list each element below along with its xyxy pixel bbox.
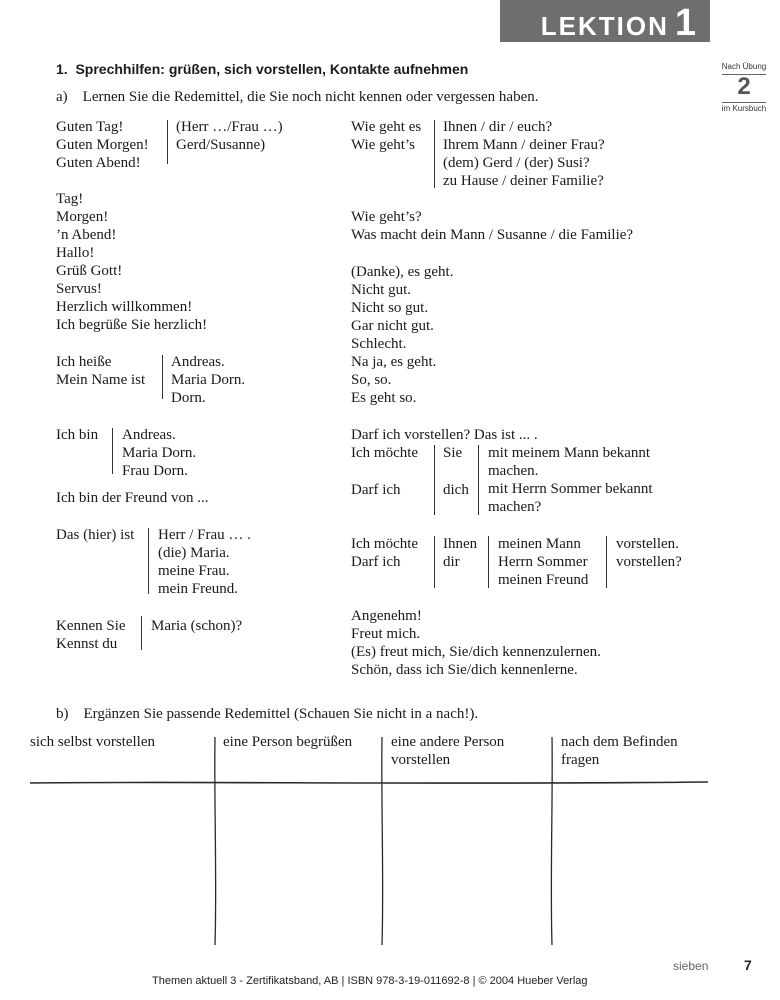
text-line: Ihnen / dir / euch? — [443, 119, 553, 135]
text-line: Dorn. — [171, 390, 206, 406]
exercise-title: Sprechhilfen: grüßen, sich vorstellen, Kontakte aufnehmen — [75, 61, 469, 77]
text-line: ’n Abend! — [56, 227, 117, 243]
exercise-number: 1. — [56, 61, 68, 77]
text-line: Ihnen — [443, 536, 478, 552]
text-line: Mein Name ist — [56, 372, 146, 388]
text-line: zu Hause / deiner Familie? — [443, 173, 604, 189]
text-line: Kennen Sie — [56, 618, 126, 634]
lesson-number: 1 — [674, 2, 698, 44]
lesson-word: LEKTION — [540, 11, 669, 41]
table-header-greet: eine Person begrüßen — [223, 734, 353, 750]
text-line: mein Freund. — [158, 581, 238, 597]
text-line: meinen Freund — [498, 572, 589, 588]
bin-label: Ich bin — [56, 427, 99, 443]
moechte1-a-1: Darf ich — [351, 482, 401, 498]
text-line: Nicht so gut. — [351, 300, 429, 316]
text-line: Guten Tag! — [56, 119, 124, 135]
text-line: Wie geht’s — [351, 137, 415, 153]
text-line: (die) Maria. — [158, 545, 230, 561]
text-line: Andreas. — [122, 427, 176, 443]
text-line: Ich möchte — [351, 536, 419, 552]
darf-line: Darf ich vorstellen? Das ist ... . — [351, 427, 538, 443]
text-line: Nicht gut. — [351, 282, 411, 298]
text-line: Andreas. — [171, 354, 225, 370]
text-line: Freut mich. — [351, 626, 421, 642]
table-header-wellbeing: nach dem Befinden fragen — [561, 734, 678, 768]
text-line: Grüß Gott! — [56, 263, 123, 279]
text-line: Herrn Sommer — [498, 554, 588, 570]
text-line: dir — [443, 554, 460, 570]
text-line: Frau Dorn. — [122, 463, 188, 479]
text-line: Herr / Frau … . — [158, 527, 251, 543]
table-header-self: sich selbst vorstellen — [30, 734, 155, 750]
text-line: vorstellen. — [616, 536, 679, 552]
moechte1-b-1: dich — [443, 482, 469, 498]
part-a-instruction: a) Lernen Sie die Redemittel, die Sie noch nicht kennen oder vergessen haben. — [56, 89, 539, 105]
text-line: Was macht dein Mann / Susanne / die Familie? — [351, 227, 634, 243]
text-line: machen? — [488, 499, 542, 515]
text-line: Ihrem Mann / deiner Frau? — [443, 137, 605, 153]
sidebar-label-top: Nach Übung — [721, 62, 767, 71]
moechte1-a-0: Ich möchte — [351, 445, 419, 461]
table-horizontal-rule — [30, 782, 708, 783]
text-line: Kennst du — [56, 636, 118, 652]
text-line: So, so. — [351, 372, 392, 388]
das-label: Das (hier) ist — [56, 527, 135, 543]
text-line: Angenehm! — [351, 608, 422, 624]
table-column-line-1 — [215, 737, 216, 945]
text-line: Hallo! — [56, 245, 95, 261]
text-line: Maria Dorn. — [122, 445, 197, 461]
text-line: machen. — [488, 463, 539, 479]
text-line: Gar nicht gut. — [351, 318, 434, 334]
text-line: Gerd/Susanne) — [176, 137, 266, 153]
text-line: Schlecht. — [351, 336, 407, 352]
text-line: Maria Dorn. — [171, 372, 246, 388]
table-header-introduce: eine andere Person vorstellen — [391, 734, 505, 768]
text-line: (dem) Gerd / (der) Susi? — [443, 155, 590, 171]
text-line: vorstellen? — [616, 554, 682, 570]
text-line: Morgen! — [56, 209, 109, 225]
table-column-line-3 — [551, 737, 552, 945]
text-line: Tag! — [56, 191, 84, 207]
freund-line: Ich bin der Freund von ... — [56, 490, 209, 506]
text-line: (Es) freut mich, Sie/dich kennenzulernen. — [351, 644, 601, 660]
text-line: Ich heiße — [56, 354, 112, 370]
text-line: mit Herrn Sommer bekannt — [488, 481, 653, 497]
footer-credit: Themen aktuell 3 - Zertifikatsband, AB | ISBN 978-3-19-011692-8 | © 2004 Hueber Verlag — [152, 975, 588, 987]
moechte1-b-0: Sie — [443, 445, 463, 461]
text-line: (Danke), es geht. — [351, 264, 454, 280]
text-line: (Herr …/Frau …) — [176, 119, 283, 135]
text-line: meine Frau. — [158, 563, 230, 579]
kennen-block-b: Maria (schon)? — [151, 618, 243, 634]
text-line: Schön, dass ich Sie/dich kennenlerne. — [351, 662, 578, 678]
text-line: meinen Mann — [498, 536, 581, 552]
text-line: Ich begrüße Sie herzlich! — [56, 317, 208, 333]
text-line: Na ja, es geht. — [351, 354, 437, 370]
text-line: mit meinem Mann bekannt — [488, 445, 651, 461]
table-column-line-2 — [382, 737, 383, 945]
text-line: Es geht so. — [351, 390, 417, 406]
text-line: Guten Abend! — [56, 155, 141, 171]
text-line: Darf ich — [351, 554, 401, 570]
sidebar-number: 2 — [737, 73, 751, 100]
part-b-instruction: b) Ergänzen Sie passende Redemittel (Schauen Sie nicht in a nach!). — [56, 706, 479, 722]
text-line: Servus! — [56, 281, 102, 297]
text-line: Guten Morgen! — [56, 137, 149, 153]
page-number: 7 — [744, 957, 752, 973]
text-line: Wie geht es — [351, 119, 422, 135]
text-line: Herzlich willkommen! — [56, 299, 193, 315]
text-line: Wie geht’s? — [351, 209, 422, 225]
page-word: sieben — [673, 959, 709, 973]
sidebar-label-bottom: im Kursbuch — [721, 104, 767, 113]
